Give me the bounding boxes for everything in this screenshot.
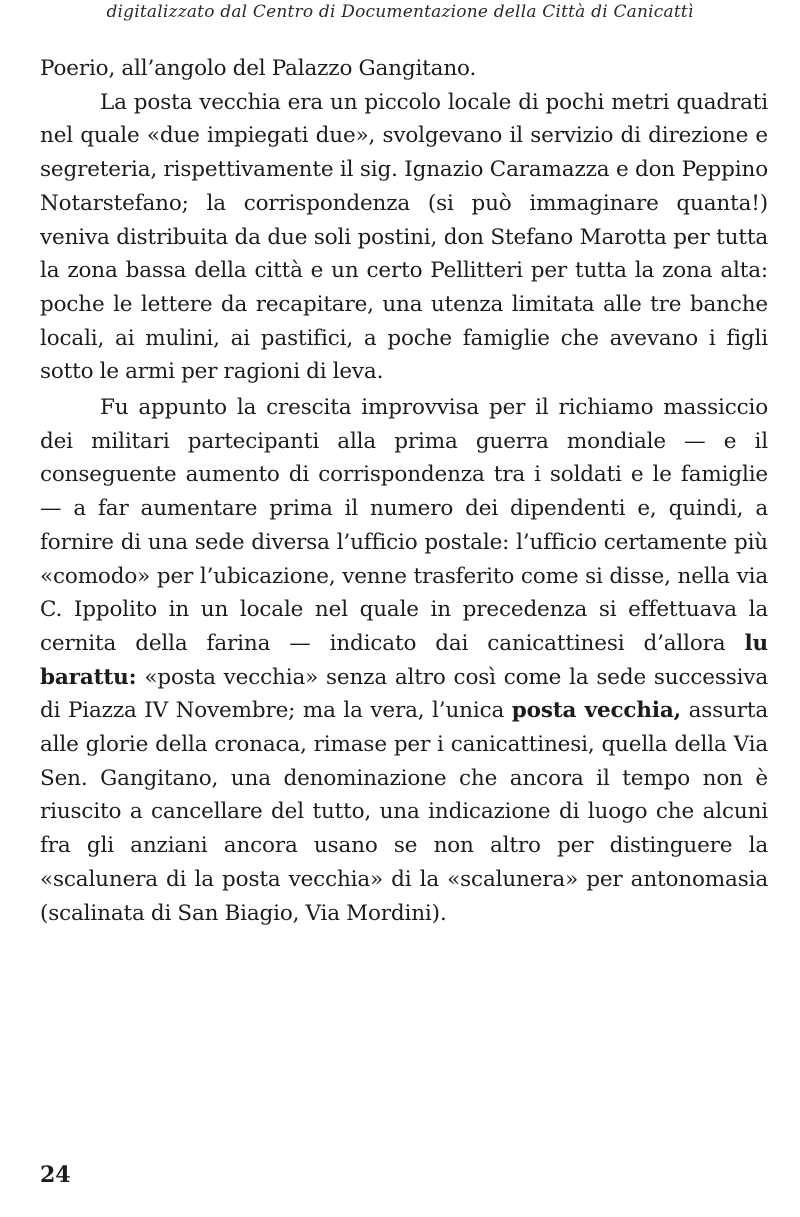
paragraph-posta-vecchia: La posta vecchia era un piccolo locale di pochi metri quadrati nel quale «due impiegati due», svolgevano il servizio di direzione e segreteria, rispettivamente il sig. Ignazio Caramazza e don Peppino Notarstefano; la corrispondenza (si può immaginare quanta!) veniva distribuita da due soli postini, don Stefano Marotta per tutta la zona bassa della città e un certo Pellitteri per tutta la zona alta: poche le lettere da recapitare, una utenza limitata alle tre banche locali, ai mulini, ai pastifici, a poche famiglie che avevano i figli sotto le armi per ragioni di leva. <box>40 89 768 385</box>
bold-term-lu-barattu: lu barattu: <box>40 630 768 690</box>
page-body <box>40 52 768 930</box>
paragraph-continuation: Poerio, all’angolo del Palazzo Gangitano. <box>40 56 477 81</box>
paragraph-text-part: «posta vecchia» senza altro così come la sede successiva di Piazza IV Novembre; ma la vera, l’unica <box>40 664 768 724</box>
paragraph-text-part: Fu appunto la crescita improvvisa per il richiamo massiccio dei militari partecipanti alla prima guerra mondiale — e il conseguente aumento di corrispondenza tra i soldati e le famiglie — a far aumentare prima il numero dei dipendenti e, quindi, a fornire di una sede diversa l’ufficio postale: l’ufficio certamente più «comodo» per l’ubicazione, venne trasferito come si disse, nella via C. Ippolito in un locale nel quale in precedenza si effettuava la cernita della farina — indicato dai canicattinesi d’allora <box>40 395 768 656</box>
bold-term-posta-vecchia: posta vecchia, <box>511 698 681 724</box>
paragraph-text-part: assurta alle glorie della cronaca, rimase per i canicattinesi, quella della Via Sen. Gangitano, una denominazione che ancora il tempo non è riuscito a cancellare del tutto, una indicazione di luogo che alcuni fra gli anziani ancora usano se non altro per distinguere la «scalunera di la posta vecchia» di la «scalunera» per antonomasia (scalinata di San Biagio, Via Mordini). <box>40 698 768 926</box>
page-number: 24 <box>40 1162 71 1188</box>
digitization-watermark: digitalizzato dal Centro di Documentazione della Città di Canicattì <box>106 2 694 22</box>
paragraph-trasferimento <box>40 391 768 930</box>
